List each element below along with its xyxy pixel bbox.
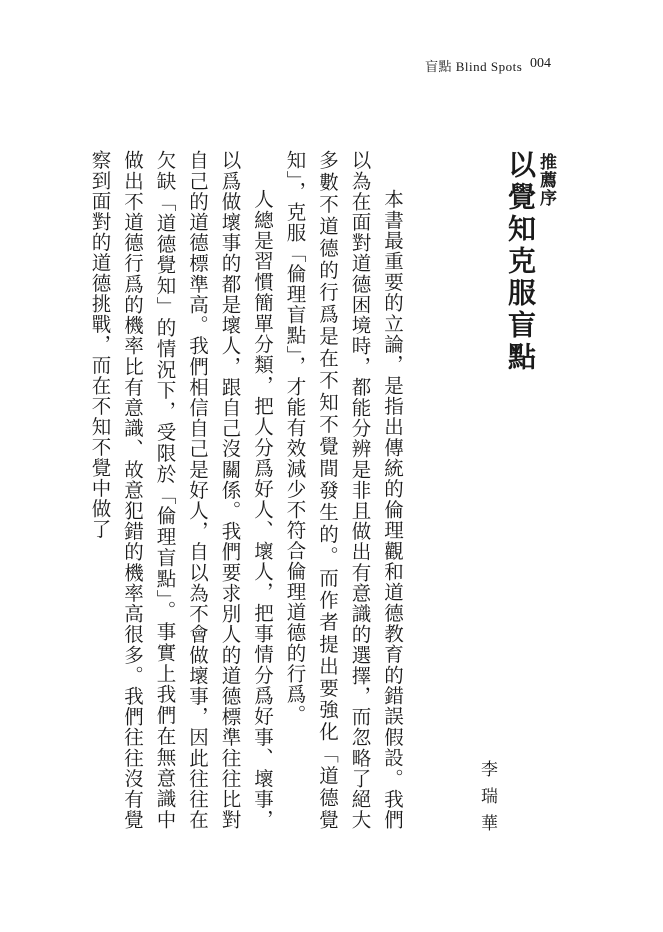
body-text [83, 150, 408, 830]
paragraph-2: 人總是習慣簡單分類，把人分爲好人、壞人，把事情分爲好事、壞事，以爲做壞事的都是壞人，跟自己沒關係。我們要求別人的道德標準往往比對自己的道德標準高。我們相信自己是好人，自以為不會做壞事，因此往往在欠缺「道德覺知」的情況下，受限於「倫理盲點」。事實上我們在無意識中做出不道德行爲的機率比有意識、故意犯錯的機率高很多。我們往往沒有覺察到面對的道德挑戰，而在不知不覺中做了 [88, 150, 274, 830]
page-number: 004 [530, 56, 551, 71]
section-label: 推薦序 [536, 153, 556, 207]
author-name: 李瑞華 [477, 760, 497, 841]
running-header-title: 盲點 Blind Spots [425, 59, 523, 74]
paragraph-1: 本書最重要的立論，是指出傳統的倫理觀和道德教育的錯誤假設。我們以為在面對道德困境時，都能分辨是非且做出有意識的選擇，而忽略了絕大多數不道德的行爲是在不知不覺間發生的。而作者提出要強化「道德覺知」，克服「倫理盲點」，才能有效減少不符合倫理道德的行爲。 [283, 150, 404, 830]
chapter-title: 以覺知克服盲點 [504, 150, 537, 374]
